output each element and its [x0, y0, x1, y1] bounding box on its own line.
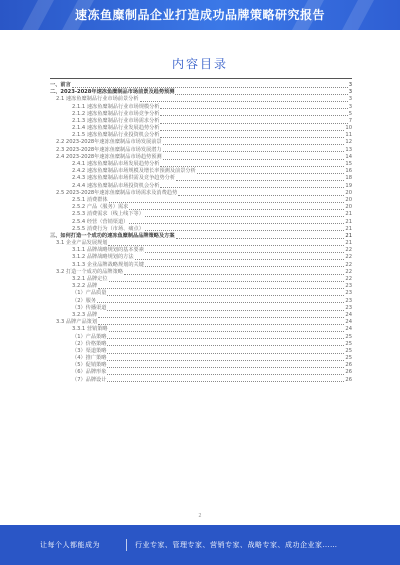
toc-entry-title: 2.3 2023-2028年速冻鱼糜制品市场发展潜力	[56, 146, 162, 153]
toc-entry-page: 25	[345, 355, 352, 362]
toc-entry-page: 20	[345, 189, 352, 196]
toc-dot-leader	[109, 331, 345, 332]
toc-entry[interactable]	[50, 370, 352, 377]
toc-entry-page: 14	[345, 153, 352, 160]
footer-tagline: 行业专家、管理专家、营销专家、战略专家、成功企业家……	[135, 541, 338, 549]
toc-dot-leader	[107, 345, 344, 346]
toc-entry-page: 22	[345, 247, 352, 254]
toc-dot-leader	[107, 367, 344, 368]
toc-dot-leader	[129, 209, 344, 210]
toc-entry[interactable]	[50, 341, 352, 348]
toc-entry-title: （6）品牌形象	[72, 369, 107, 376]
toc-dot-leader	[178, 195, 344, 196]
toc-entry[interactable]	[50, 326, 352, 333]
toc-entry-title: （5）促销策略	[72, 362, 107, 369]
toc-entry-title: 3.2.1 品牌定位	[72, 276, 108, 283]
toc-entry-title: 2.5.4 经营（营销渠道）	[72, 218, 129, 225]
toc-entry-title: 2.5.3 消费需求（线上线下等）	[72, 211, 144, 218]
toc-entry[interactable]	[50, 298, 352, 305]
toc-entry-page: 22	[345, 261, 352, 268]
footer-divider	[126, 539, 127, 551]
toc-entry-page: 16	[345, 168, 352, 175]
toc-entry-title: 3.3.1 营销策略	[72, 326, 108, 333]
toc-entry[interactable]	[50, 96, 352, 103]
toc-dot-leader	[160, 137, 344, 138]
toc-dot-leader	[145, 266, 344, 267]
toc-entry[interactable]	[50, 140, 352, 147]
toc-dot-leader	[109, 202, 345, 203]
toc-entry-page: 3	[348, 89, 352, 96]
toc-dot-leader	[107, 310, 344, 311]
toc-entry-title: （2）价格策略	[72, 340, 107, 347]
toc-heading: 内容目录	[171, 57, 228, 71]
toc-entry-page: 25	[345, 333, 352, 340]
toc-entry-title: 3.1 企业产品发展规划	[56, 240, 108, 247]
toc-dot-leader	[107, 360, 344, 361]
toc-entry-page: 20	[345, 196, 352, 203]
toc-dot-leader	[124, 274, 344, 275]
toc-dot-leader	[145, 252, 344, 253]
toc-entry-title: 2.1 速冻鱼糜制品行业市场前景分析	[56, 96, 139, 103]
toc-dot-leader	[175, 94, 347, 95]
toc-dot-leader	[107, 381, 344, 382]
toc-entry-title: 3.2.2 品牌	[72, 283, 98, 290]
footer-slogan: 让每个人都能成为	[40, 541, 100, 549]
toc-entry-page: 11	[345, 132, 352, 139]
toc-entry[interactable]	[50, 377, 352, 384]
toc-dot-leader	[160, 115, 347, 116]
toc-entry-title: （7）品牌设计	[72, 376, 107, 383]
toc-entry-title: 2.1.3 速冻鱼糜制品行业市场需求分析	[72, 117, 160, 124]
toc-entry-page: 26	[345, 362, 352, 369]
toc-entry-page: 23	[345, 290, 352, 297]
toc-dot-leader	[160, 108, 347, 109]
toc-dot-leader	[135, 259, 345, 260]
toc-entry-page: 22	[345, 254, 352, 261]
table-of-contents	[50, 82, 352, 384]
toc-dot-leader	[197, 173, 345, 174]
toc-entry-page: 18	[345, 175, 352, 182]
toc-dot-leader	[107, 374, 344, 375]
toc-dot-leader	[97, 302, 344, 303]
toc-entry-title: （4）推广策略	[72, 355, 107, 362]
toc-dot-leader	[160, 187, 344, 188]
toc-entry[interactable]	[50, 305, 352, 312]
toc-entry-title: 2.1.1 速冻鱼糜制品行业市场规模分析	[72, 103, 160, 110]
toc-entry-title: 2.5.5 消费行为（市场、痛点）	[72, 225, 144, 232]
toc-dot-leader	[160, 123, 347, 124]
toc-entry-title: 二、2023-2028年速冻鱼糜制品市场前景及趋势预测	[50, 89, 175, 96]
toc-dot-leader	[98, 288, 344, 289]
toc-entry-title: 一、前言	[50, 81, 71, 88]
toc-entry-title: 2.1.5 速冻鱼糜制品行业投资机会分析	[72, 132, 160, 139]
toc-entry-title: 2.4.1 速冻鱼糜制品市场发展趋势分析	[72, 161, 160, 168]
toc-entry[interactable]	[50, 154, 352, 161]
toc-entry-page: 12	[345, 139, 352, 146]
toc-dot-leader	[145, 230, 344, 231]
toc-entry-title: 3.1.2 品牌战略规划的方法	[72, 254, 134, 261]
page-number: 2	[198, 513, 202, 519]
toc-entry-page: 23	[345, 283, 352, 290]
toc-entry[interactable]	[50, 175, 352, 182]
report-banner	[0, 0, 400, 30]
toc-entry-title: 3.1.3 企业品牌战略规划的关键	[72, 261, 144, 268]
toc-entry-title: 2.4.2 速冻鱼糜制品市场规模及增长率预测及前景分析	[72, 168, 196, 175]
toc-entry-page: 21	[345, 218, 352, 225]
footer-banner	[0, 525, 400, 565]
toc-entry-title: 2.4.4 速冻鱼糜制品市场投资机会分析	[72, 182, 160, 189]
toc-dot-leader	[109, 281, 345, 282]
toc-entry[interactable]	[50, 226, 352, 233]
toc-entry[interactable]	[50, 334, 352, 341]
toc-dot-leader	[108, 245, 344, 246]
toc-dot-leader	[176, 180, 344, 181]
toc-entry-page: 21	[345, 240, 352, 247]
toc-dot-leader	[107, 338, 344, 339]
toc-entry-page: 26	[345, 376, 352, 383]
toc-entry-page: 21	[345, 232, 352, 239]
toc-entry-title: （3）传播渠道	[72, 304, 107, 311]
toc-entry[interactable]	[50, 255, 352, 262]
toc-entry-page: 23	[345, 304, 352, 311]
toc-divider	[50, 78, 352, 79]
toc-entry-title: 2.5.1 消费群体	[72, 196, 108, 203]
toc-dot-leader	[160, 130, 344, 131]
toc-entry-title: 2.2 2023-2028年速冻鱼糜制品市场发展前景	[56, 139, 162, 146]
toc-entry[interactable]	[50, 269, 352, 276]
toc-entry-title: 2.5 2023-2028年速冻鱼糜制品市场需求及消费趋势	[56, 189, 178, 196]
toc-entry-page: 15	[345, 161, 352, 168]
toc-entry-title: 2.4.3 速冻鱼糜制品市场供需及竞争趋势分析	[72, 175, 176, 182]
toc-dot-leader	[163, 144, 345, 145]
toc-entry-page: 26	[345, 369, 352, 376]
toc-entry-title: 2.4 2023-2028年速冻鱼糜制品市场趋势预测	[56, 153, 162, 160]
toc-entry-page: 3	[348, 96, 352, 103]
toc-entry[interactable]	[50, 211, 352, 218]
toc-entry-title: （1）产品质量	[72, 290, 107, 297]
toc-entry[interactable]	[50, 190, 352, 197]
toc-entry[interactable]	[50, 183, 352, 190]
toc-entry-page: 7	[348, 117, 352, 124]
toc-entry-page: 3	[348, 103, 352, 110]
toc-entry-title: （2）服务	[72, 297, 97, 304]
toc-entry-page: 23	[345, 297, 352, 304]
toc-entry-page: 21	[345, 225, 352, 232]
toc-entry-title: 3.1.1 品牌战略规划的基本要素	[72, 247, 144, 254]
toc-entry[interactable]	[50, 219, 352, 226]
toc-entry-page: 13	[345, 146, 352, 153]
toc-entry-page: 19	[345, 182, 352, 189]
toc-entry-title: 2.5.2 产品（服务）需求	[72, 204, 129, 211]
toc-dot-leader	[160, 166, 344, 167]
toc-dot-leader	[107, 295, 344, 296]
toc-entry-page: 22	[345, 268, 352, 275]
report-title: 速冻鱼糜制品企业打造成功品牌策略研究报告	[74, 8, 325, 22]
toc-entry-title: 三、如何打造一个成功的速冻鱼糜制品品牌策略及方案	[50, 232, 175, 239]
toc-dot-leader	[176, 238, 345, 239]
toc-dot-leader	[145, 216, 344, 217]
toc-entry-page: 21	[345, 211, 352, 218]
toc-dot-leader	[163, 151, 345, 152]
toc-entry-page: 25	[345, 340, 352, 347]
toc-dot-leader	[107, 353, 344, 354]
toc-entry-title: 3.3 品牌产品策划	[56, 319, 98, 326]
toc-entry[interactable]	[50, 262, 352, 269]
toc-entry[interactable]	[50, 290, 352, 297]
toc-entry-page: 22	[345, 276, 352, 283]
toc-entry-page: 10	[345, 125, 352, 132]
toc-entry-page: 20	[345, 204, 352, 211]
toc-entry-page: 24	[345, 311, 352, 318]
toc-entry-page: 5	[348, 110, 352, 117]
toc-dot-leader	[72, 87, 348, 88]
toc-entry-title: 3.2 打造一个成功的品牌策略	[56, 268, 123, 275]
toc-entry-title: （1）产品策略	[72, 333, 107, 340]
toc-entry[interactable]	[50, 147, 352, 154]
toc-dot-leader	[140, 101, 348, 102]
toc-entry-title: （3）渠道策略	[72, 347, 107, 354]
toc-entry[interactable]	[50, 111, 352, 118]
toc-entry[interactable]	[50, 104, 352, 111]
toc-dot-leader	[129, 223, 344, 224]
toc-entry-title: 2.1.4 速冻鱼糜制品行业发展趋势分析	[72, 125, 160, 132]
toc-entry-page: 25	[345, 347, 352, 354]
toc-entry-page: 24	[345, 326, 352, 333]
toc-entry-page: 3	[348, 81, 352, 88]
toc-dot-leader	[98, 324, 344, 325]
toc-entry-title: 2.1.2 速冻鱼糜制品行业市场竞争分析	[72, 110, 160, 117]
toc-entry-page: 24	[345, 319, 352, 326]
toc-dot-leader	[98, 317, 344, 318]
toc-entry-title: 3.2.3 品牌	[72, 311, 98, 318]
toc-dot-leader	[163, 159, 345, 160]
